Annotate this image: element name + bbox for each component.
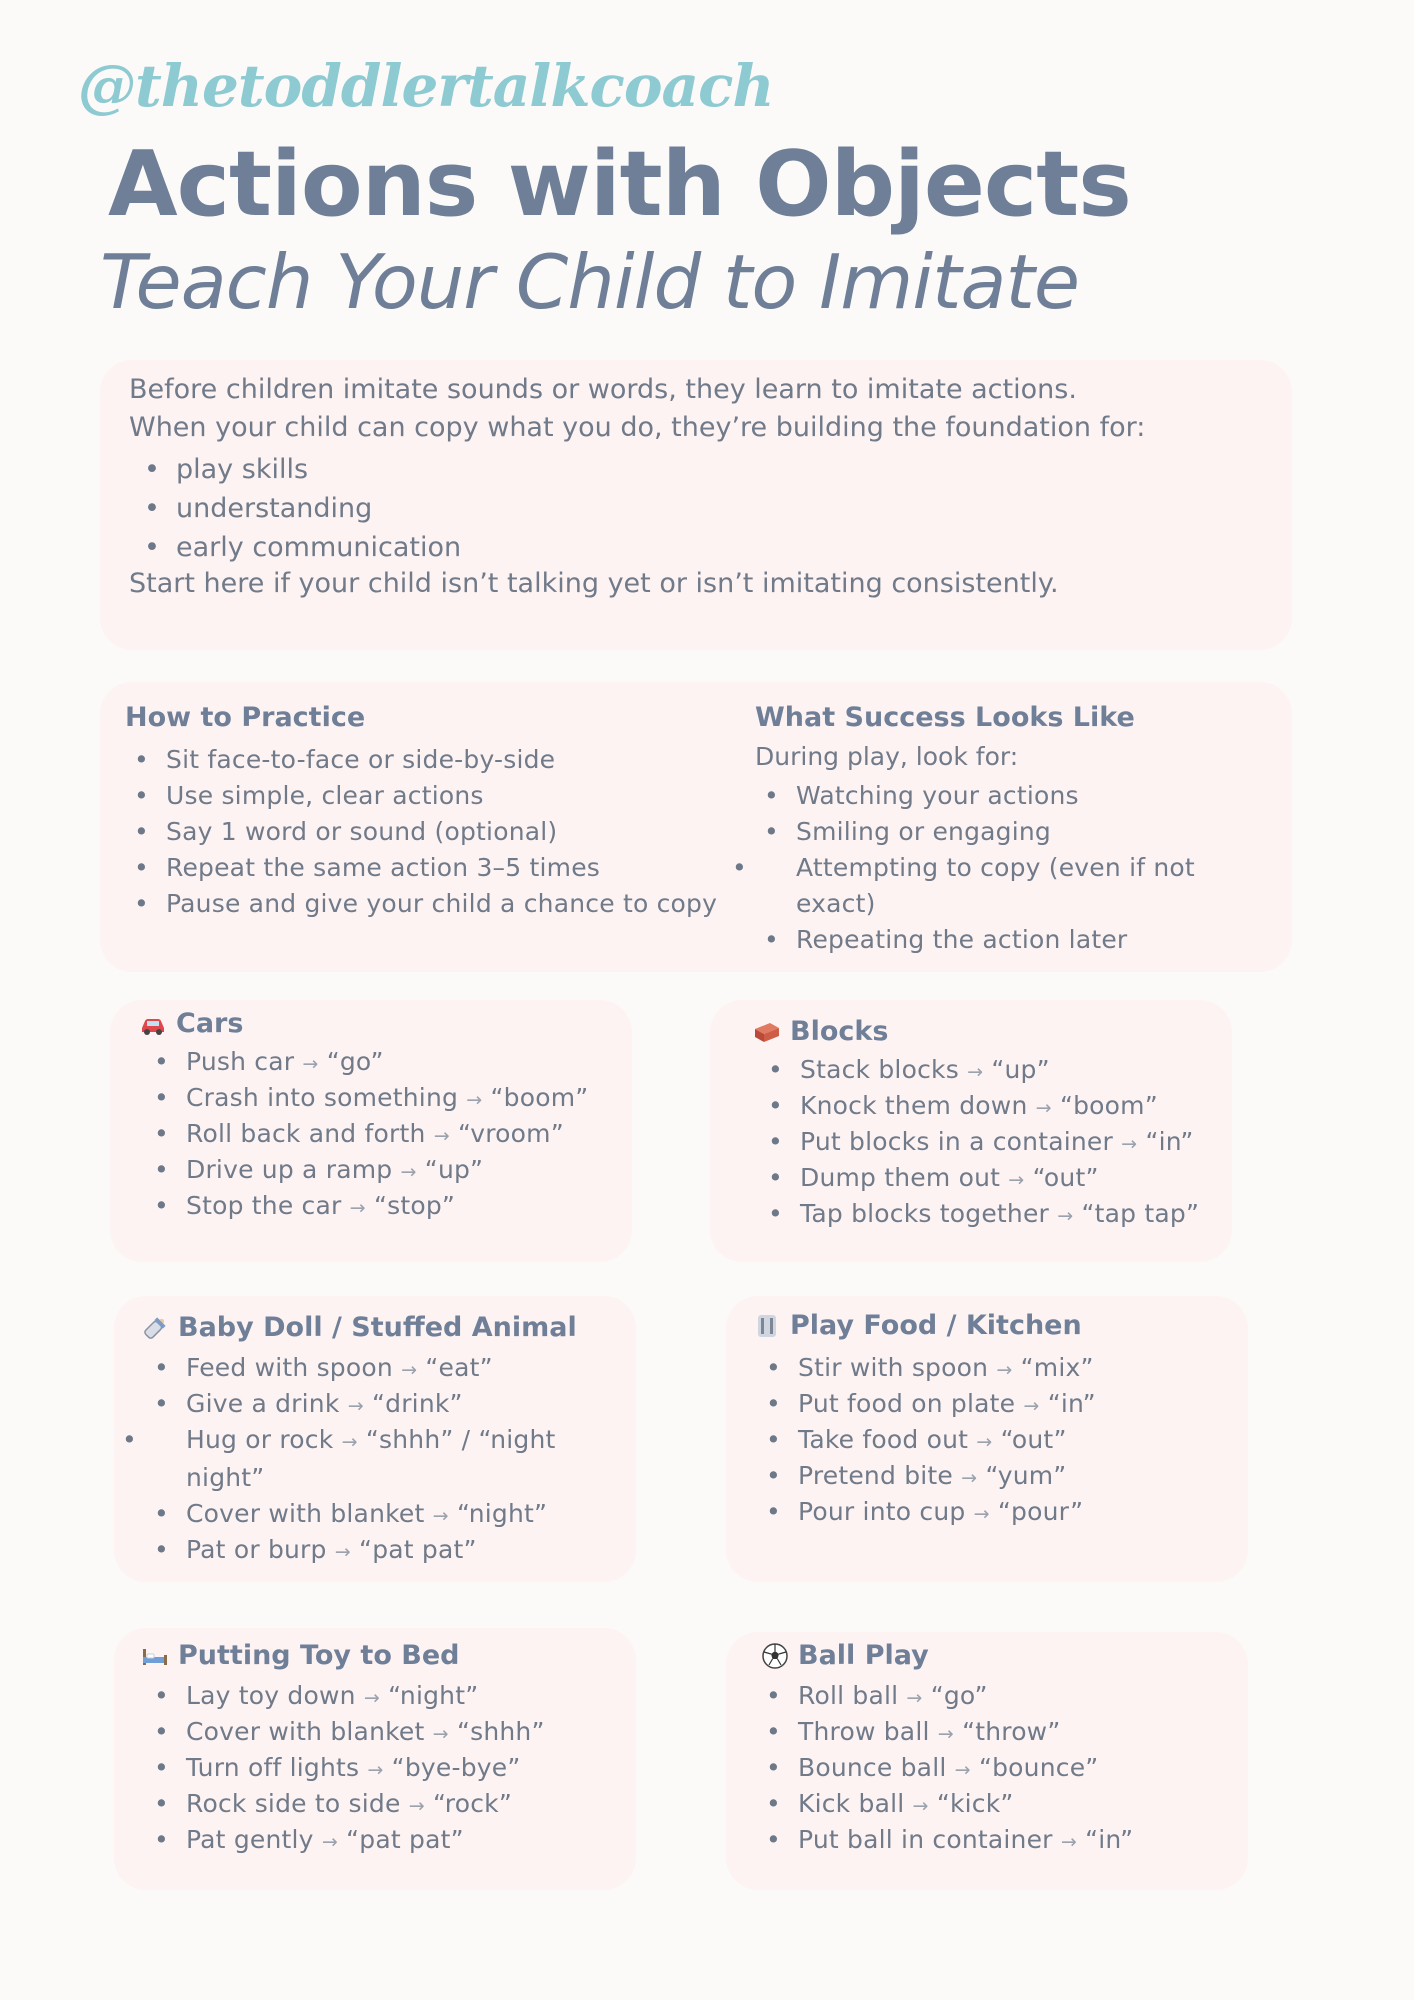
page-subtitle: Teach Your Child to Imitate: [100, 238, 1080, 326]
list-item: • Use simple, clear actions: [134, 778, 717, 814]
doll-heading: Baby Doll / Stuffed Animal: [140, 1312, 577, 1343]
cars-list: [154, 1044, 588, 1224]
list-item: [768, 1160, 1199, 1196]
ball-list: [766, 1678, 1133, 1858]
how-to-practice-heading: How to Practice: [125, 702, 366, 733]
success-intro: During play, look for:: [755, 742, 1019, 771]
arrow-icon: →: [1121, 1133, 1138, 1155]
word-text: “mix”: [1020, 1353, 1094, 1382]
action-text: Put ball in container: [798, 1825, 1053, 1854]
arrow-icon: →: [400, 1161, 417, 1183]
ball-heading: Ball Play: [760, 1640, 929, 1671]
kitchen-card: [726, 1296, 1248, 1582]
list-item: [154, 1496, 594, 1532]
action-text: Rock side to side: [186, 1789, 401, 1818]
arrow-icon: →: [363, 1687, 380, 1709]
arrow-icon: →: [334, 1541, 351, 1563]
word-text: “go”: [326, 1047, 384, 1076]
kitchen-list: [766, 1350, 1096, 1530]
intro-bullet-list: [144, 450, 461, 567]
action-text: Put blocks in a container: [800, 1127, 1113, 1156]
arrow-icon: →: [1008, 1169, 1025, 1191]
arrow-icon: →: [967, 1061, 984, 1083]
brand-handle: @thetoddlertalkcoach: [78, 52, 774, 120]
word-text: “tap tap”: [1081, 1199, 1200, 1228]
word-text: “pour”: [997, 1497, 1084, 1526]
action-text: Pat or burp: [186, 1535, 327, 1564]
list-item: [154, 1750, 545, 1786]
list-item: [768, 1124, 1199, 1160]
word-text: “in”: [1145, 1127, 1194, 1156]
arrow-icon: →: [954, 1759, 971, 1781]
word-text: “shhh”: [456, 1717, 545, 1746]
action-text: Kick ball: [798, 1789, 905, 1818]
action-text: Pat gently: [186, 1825, 314, 1854]
word-text: “night”: [456, 1499, 548, 1528]
list-item: [766, 1494, 1096, 1530]
word-text: “eat”: [425, 1353, 493, 1382]
list-item: [766, 1750, 1133, 1786]
arrow-icon: →: [367, 1759, 384, 1781]
practice-list: [134, 742, 717, 922]
arrow-icon: →: [961, 1467, 978, 1489]
list-item: [154, 1422, 594, 1496]
action-text: Knock them down: [800, 1091, 1028, 1120]
word-text: “in”: [1085, 1825, 1134, 1854]
list-item: [154, 1822, 545, 1858]
word-text: “go”: [930, 1681, 988, 1710]
action-text: Crash into something: [186, 1083, 459, 1112]
action-text: Push car: [186, 1047, 295, 1076]
baby-bottle-icon: [140, 1313, 170, 1343]
list-item: [766, 1386, 1096, 1422]
word-text: “kick”: [936, 1789, 1014, 1818]
arrow-icon: →: [973, 1503, 990, 1525]
word-text: “out”: [1032, 1163, 1099, 1192]
arrow-icon: →: [341, 1431, 358, 1453]
word-text: “up”: [991, 1055, 1050, 1084]
word-text: “up”: [424, 1155, 484, 1184]
list-item: • early communication: [144, 528, 461, 567]
arrow-icon: →: [912, 1795, 929, 1817]
list-item: [154, 1350, 594, 1386]
action-text: Lay toy down: [186, 1681, 356, 1710]
success-list: [764, 778, 1224, 958]
arrow-icon: →: [466, 1089, 483, 1111]
doll-card: [114, 1296, 636, 1582]
word-text: “pat pat”: [346, 1825, 464, 1854]
intro-card: [100, 360, 1292, 650]
action-text: Cover with blanket: [186, 1717, 425, 1746]
arrow-icon: →: [302, 1053, 319, 1075]
list-item: [154, 1678, 545, 1714]
word-text: “throw”: [962, 1717, 1061, 1746]
action-text: Feed with spoon: [186, 1353, 393, 1382]
action-text: Give a drink: [186, 1389, 340, 1418]
car-icon: [138, 1009, 168, 1039]
list-item: • Say 1 word or sound (optional): [134, 814, 717, 850]
arrow-icon: →: [349, 1197, 366, 1219]
intro-line-1: Before children imitate sounds or words, they learn to imitate actions.: [129, 374, 1077, 405]
action-text: Put food on plate: [798, 1389, 1016, 1418]
list-item: • Smiling or engaging: [764, 814, 1224, 850]
cars-card: [110, 1000, 632, 1262]
arrow-icon: →: [347, 1395, 364, 1417]
list-item: [768, 1052, 1199, 1088]
action-text: Stop the car: [186, 1191, 342, 1220]
intro-line-3: Start here if your child isn’t talking yet or isn’t imitating consistently.: [129, 568, 1059, 599]
action-text: Hug or rock: [186, 1425, 334, 1454]
fork-knife-icon: [752, 1311, 782, 1341]
list-item: [768, 1196, 1199, 1232]
action-text: Tap blocks together: [800, 1199, 1050, 1228]
word-text: “pat pat”: [359, 1535, 477, 1564]
list-item: • Pause and give your child a chance to copy: [134, 886, 717, 922]
page-title: Actions with Objects: [108, 132, 1131, 237]
arrow-icon: →: [321, 1831, 338, 1853]
action-text: Turn off lights: [186, 1753, 360, 1782]
list-item: [154, 1532, 594, 1568]
brick-icon: [752, 1017, 782, 1047]
list-item: • Repeating the action later: [764, 922, 1224, 958]
arrow-icon: →: [906, 1687, 923, 1709]
action-text: Throw ball: [798, 1717, 930, 1746]
ball-card: [726, 1632, 1248, 1890]
arrow-icon: →: [432, 1505, 449, 1527]
word-text: “drink”: [371, 1389, 463, 1418]
list-item: [766, 1714, 1133, 1750]
doll-list: [154, 1350, 594, 1568]
list-item: • understanding: [144, 489, 461, 528]
arrow-icon: →: [976, 1431, 993, 1453]
word-text: “boom”: [490, 1083, 589, 1112]
action-text: Bounce ball: [798, 1753, 947, 1782]
action-text: Drive up a ramp: [186, 1155, 393, 1184]
arrow-icon: →: [408, 1795, 425, 1817]
bed-icon: [140, 1641, 170, 1671]
action-text: Pour into cup: [798, 1497, 966, 1526]
list-item: • Watching your actions: [764, 778, 1224, 814]
blocks-heading: Blocks: [752, 1016, 888, 1047]
word-text: “bye-bye”: [391, 1753, 521, 1782]
list-item: [154, 1786, 545, 1822]
success-heading: What Success Looks Like: [755, 702, 1135, 733]
arrow-icon: →: [1035, 1097, 1052, 1119]
arrow-icon: →: [401, 1359, 418, 1381]
action-text: Stir with spoon: [798, 1353, 989, 1382]
soccer-ball-icon: [760, 1641, 790, 1671]
list-item: [154, 1386, 594, 1422]
list-item: [766, 1678, 1133, 1714]
action-text: Roll ball: [798, 1681, 899, 1710]
list-item: [766, 1458, 1096, 1494]
list-item: [154, 1044, 588, 1080]
intro-line-2: When your child can copy what you do, they’re building the foundation for:: [129, 412, 1146, 443]
action-text: Take food out: [798, 1425, 969, 1454]
list-item: [766, 1786, 1133, 1822]
list-item: [154, 1080, 588, 1116]
arrow-icon: →: [1060, 1831, 1077, 1853]
arrow-icon: →: [433, 1125, 450, 1147]
word-text: “stop”: [373, 1191, 456, 1220]
bed-heading: Putting Toy to Bed: [140, 1640, 459, 1671]
arrow-icon: →: [1057, 1205, 1074, 1227]
word-text: “rock”: [432, 1789, 512, 1818]
arrow-icon: →: [937, 1723, 954, 1745]
action-text: Dump them out: [800, 1163, 1001, 1192]
list-item: • Sit face-to-face or side-by-side: [134, 742, 717, 778]
list-item: [766, 1350, 1096, 1386]
word-text: “out”: [1000, 1425, 1067, 1454]
word-text: “boom”: [1059, 1091, 1158, 1120]
word-text: “bounce”: [978, 1753, 1099, 1782]
word-text: “vroom”: [457, 1119, 564, 1148]
list-item: • Attempting to copy (even if not exact): [764, 850, 1224, 922]
blocks-list: [768, 1052, 1199, 1232]
action-text: Stack blocks: [800, 1055, 959, 1084]
word-text: “in”: [1047, 1389, 1096, 1418]
kitchen-heading: Play Food / Kitchen: [752, 1310, 1082, 1341]
arrow-icon: →: [1023, 1395, 1040, 1417]
word-text: “night”: [388, 1681, 479, 1710]
bed-card: [114, 1628, 636, 1890]
list-item: [768, 1088, 1199, 1124]
list-item: [766, 1822, 1133, 1858]
arrow-icon: →: [996, 1359, 1013, 1381]
action-text: Cover with blanket: [186, 1499, 425, 1528]
arrow-icon: →: [432, 1723, 449, 1745]
practice-card: [100, 682, 1292, 972]
bed-list: [154, 1678, 545, 1858]
action-text: Roll back and forth: [186, 1119, 426, 1148]
word-text: “yum”: [985, 1461, 1067, 1490]
list-item: [154, 1714, 545, 1750]
list-item: [766, 1422, 1096, 1458]
word-text: “shhh” / “night night”: [186, 1425, 556, 1492]
list-item: [154, 1188, 588, 1224]
blocks-card: [710, 1000, 1232, 1262]
list-item: • play skills: [144, 450, 461, 489]
list-item: [154, 1116, 588, 1152]
cars-heading: Cars: [138, 1008, 243, 1039]
action-text: Pretend bite: [798, 1461, 953, 1490]
list-item: [154, 1152, 588, 1188]
list-item: • Repeat the same action 3–5 times: [134, 850, 717, 886]
